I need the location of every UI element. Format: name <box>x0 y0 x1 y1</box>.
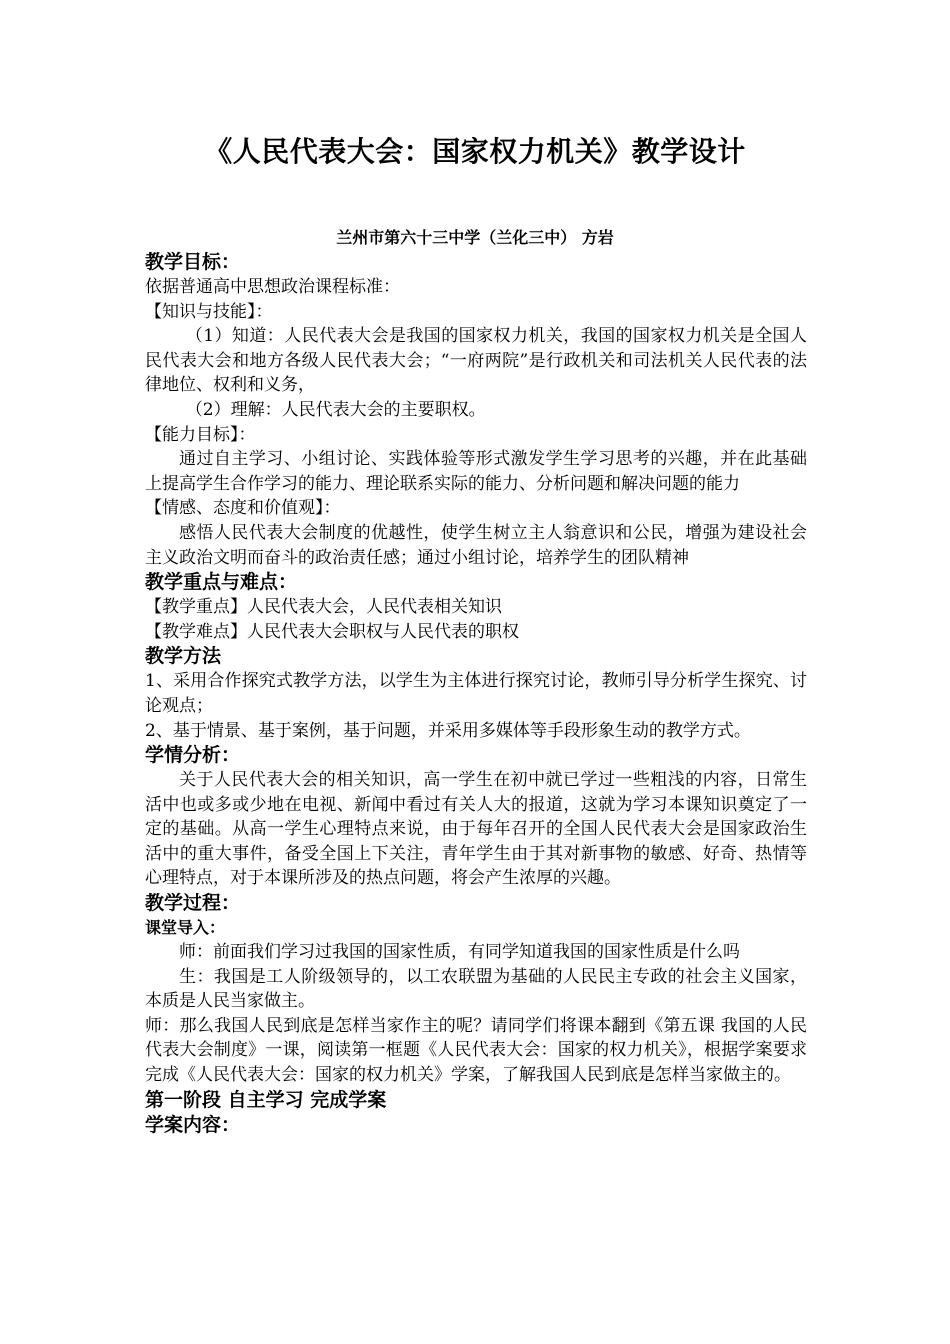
key-point-focus: 【教学重点】人民代表大会，人民代表相关知识 <box>145 597 502 618</box>
teacher-line-2: 师：那么我国人民到底是怎样当家作主的呢？请同学们将课本翻到《第五课 我国的人民代表大会制度》一课，阅读第一框题《人民代表大会：国家的权力机关》，根据学案要求完成《人民代表大会：国家的权力机关》学案，了解我国人民到底是怎样当家做主的。 <box>145 1015 807 1086</box>
teacher-line-1: 师：前面我们学习过我国的国家性质，有同学知道我国的国家性质是什么吗 <box>179 942 740 963</box>
goals-intro: 依据普通高中思想政治课程标准： <box>145 277 400 297</box>
emotion-text: 感悟人民代表大会制度的优越性，使学生树立主人翁意识和公民，增强为建设社会主义政治文明而奋斗的政治责任感；通过小组讨论，培养学生的团队精神 <box>145 522 807 568</box>
author-line: 兰州市第六十三中学（兰化三中） 方岩 <box>336 228 614 247</box>
process-intro-label: 课堂导入： <box>145 918 226 938</box>
analysis-text: 关于人民代表大会的相关知识，高一学生在初中就已学过一些粗浅的内容，日常生活中也或多或少地在电视、新闻中看过有关人大的报道，这就为学习本课知识奠定了一定的基础。从高一学生心理特点来说，由于每年召开的全国人民代表大会是国家政治生活中的重大事件，备受全国上下关注，青年学生由于其对新事物的敏感、好奇、热情等心理特点，对于本课所涉及的热点问题，将会产生浓厚的兴趣。 <box>145 770 807 889</box>
section-heading-process: 教学过程： <box>145 892 241 915</box>
emotion-label: 【情感、态度和价值观】： <box>145 498 341 519</box>
method-item-1: 1、采用合作探究式教学方法，以学生为主体进行探究讨论，教师引导分析学生探究、讨论观点； <box>145 671 807 716</box>
ability-label: 【能力目标】： <box>145 424 256 445</box>
section-heading-goals: 教学目标： <box>145 251 241 273</box>
knowledge-item-2: （2）理解：人民代表大会的主要职权。 <box>185 399 486 420</box>
knowledge-item-1: （1）知道：人民代表大会是我国的国家权力机关，我国的国家权力机关是全国人民代表大会和地方各级人民代表大会；“一府两院”是行政机关和司法机关人民代表的法律地位、权利和义务， <box>145 326 807 396</box>
key-point-difficulty: 【教学难点】人民代表大会职权与人民代表的职权 <box>145 621 519 642</box>
student-line-1: 生：我国是工人阶级领导的，以工农联盟为基础的人民民主专政的社会主义国家，本质是人民当家做主。 <box>145 966 807 1012</box>
document-title: 《人民代表大会：国家权力机关》教学设计 <box>204 135 746 168</box>
document-body <box>145 250 807 1138</box>
plan-content-label: 学案内容： <box>145 1113 241 1136</box>
knowledge-label: 【知识与技能】： <box>145 301 273 322</box>
section-heading-methods: 教学方法 <box>145 645 222 668</box>
ability-text: 通过自主学习、小组讨论、实践体验等形式激发学生学习思考的兴趣，并在此基础上提高学生合作学习的能力、理论联系实际的能力、分析问题和解决问题的能力 <box>145 449 807 494</box>
section-heading-key-points: 教学重点与难点： <box>145 571 298 594</box>
stage-1-heading: 第一阶段 自主学习 完成学案 <box>145 1088 387 1111</box>
section-heading-analysis: 学情分析： <box>145 744 241 767</box>
method-item-2: 2、基于情景、基于案例，基于问题，并采用多媒体等手段形象生动的教学方式。 <box>145 720 751 741</box>
